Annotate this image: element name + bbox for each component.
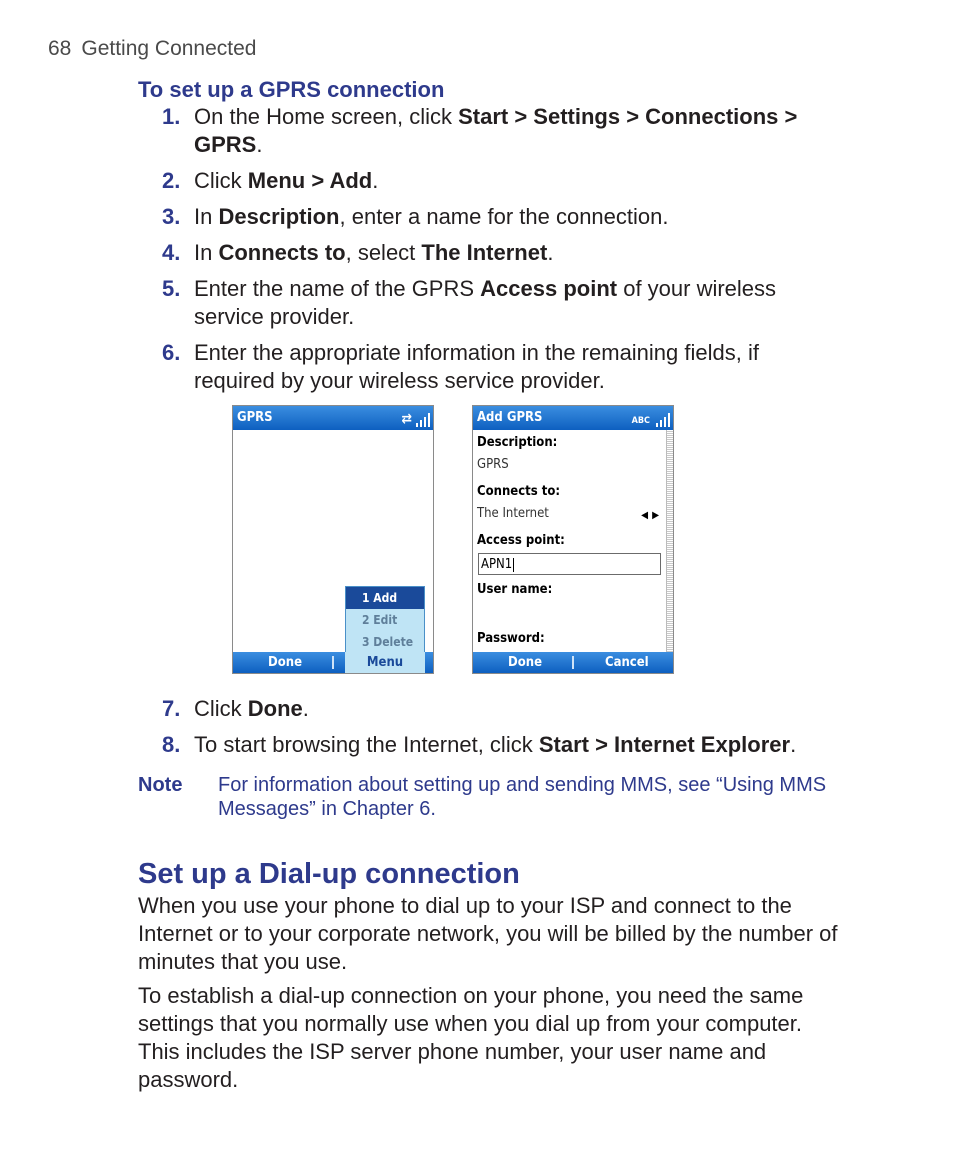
step-text: .	[547, 240, 554, 265]
step-bold: The Internet	[421, 240, 548, 265]
step-number: 7.	[162, 696, 181, 721]
description-label: Description:	[477, 435, 558, 450]
running-section-title: Getting Connected	[81, 37, 257, 60]
access-point-label: Access point:	[477, 533, 565, 548]
signal-bar	[660, 420, 662, 427]
step-text: .	[302, 696, 309, 721]
signal-icon	[416, 423, 418, 427]
done-softkey[interactable]: Done	[268, 655, 303, 670]
data-connection-icon: ⇄	[401, 411, 412, 427]
input-mode-indicator: ABC	[631, 416, 650, 426]
status-icons	[401, 409, 430, 427]
note-text: For information about setting up and sending MMS, see “Using MMS Messages” in Chapter 6.	[218, 774, 827, 820]
signal-bar	[428, 413, 430, 427]
step-7	[138, 695, 838, 723]
step-text: Enter the name of the GPRS	[194, 276, 481, 301]
step-bold: Description	[218, 204, 340, 229]
body-paragraph-1: When you use your phone to dial up to your ISP and connect to the Internet or to your corporate network, you will be billed by the number of minutes that you use.	[138, 893, 838, 974]
step-text: Click	[194, 696, 248, 721]
cancel-softkey[interactable]: Cancel	[605, 655, 649, 670]
signal-icon	[656, 423, 658, 427]
left-right-arrows-icon[interactable]: ◀▶	[641, 510, 663, 521]
scrollbar[interactable]	[666, 430, 673, 652]
gprs-screen	[232, 405, 434, 674]
step-text: Click	[194, 168, 248, 193]
add-gprs-titlebar	[473, 406, 673, 430]
menu-item-delete[interactable]: 3 Delete	[362, 635, 414, 649]
signal-bar	[668, 413, 670, 427]
step-text: , enter a name for the connection.	[339, 204, 669, 229]
step-bold: Menu > Add	[247, 168, 373, 193]
step-bold: Done	[247, 696, 303, 721]
step-number: 6.	[162, 340, 181, 365]
step-bold: Access point	[480, 276, 618, 301]
connects-to-value[interactable]: The Internet	[477, 506, 549, 521]
gprs-titlebar	[233, 406, 433, 430]
menu-item-add[interactable]: 1 Add	[346, 587, 424, 609]
body-paragraph-2: To establish a dial-up connection on your phone, you need the same settings that you normally use when you dial up from your computer. This includes the ISP server phone number, your user name and password.	[138, 983, 804, 1092]
step-3	[138, 203, 838, 231]
steps-list-gprs-continued	[138, 695, 838, 767]
access-point-value: APN1	[481, 557, 513, 572]
step-text: of your wireless service provider.	[194, 276, 777, 329]
step-6	[138, 339, 838, 395]
step-number: 2.	[162, 168, 181, 193]
signal-bar	[664, 417, 666, 427]
note-label: Note	[138, 774, 183, 796]
page-number: 68	[48, 37, 72, 60]
steps-list-gprs	[138, 103, 838, 403]
step-number: 5.	[162, 276, 181, 301]
step-text: To start browsing the Internet, click	[194, 732, 539, 757]
step-4	[138, 239, 838, 267]
step-text: In	[194, 240, 219, 265]
menu-item-edit[interactable]: 2 Edit	[362, 613, 398, 627]
step-2	[138, 167, 838, 195]
add-gprs-screen	[472, 405, 674, 674]
connects-to-label: Connects to:	[477, 484, 561, 499]
step-text: .	[790, 732, 797, 757]
step-number: 1.	[162, 104, 181, 129]
password-label: Password:	[477, 631, 545, 646]
step-text: , select	[345, 240, 422, 265]
description-value[interactable]: GPRS	[477, 457, 509, 472]
context-menu	[345, 586, 425, 654]
softkey-separator	[332, 656, 334, 669]
softkey-separator	[572, 656, 574, 669]
screen-title: Add GPRS	[477, 410, 543, 425]
softkey-bar	[473, 652, 673, 673]
step-number: 3.	[162, 204, 181, 229]
section-heading-dialup: Set up a Dial-up connection	[138, 858, 520, 890]
step-text: Enter the appropriate information in the remaining fields, if required by your wireless service provider.	[194, 340, 759, 393]
note-block	[138, 773, 858, 821]
step-text: In	[194, 204, 219, 229]
status-icons	[632, 409, 670, 427]
step-number: 8.	[162, 732, 181, 757]
step-bold: Connects to	[218, 240, 346, 265]
step-bold: Start > Settings > Connections > GPRS	[194, 104, 798, 157]
menu-softkey[interactable]: Menu	[345, 652, 425, 673]
access-point-input[interactable]	[478, 553, 661, 575]
subheading-gprs: To set up a GPRS connection	[138, 77, 445, 102]
page-header	[48, 37, 256, 61]
step-8	[138, 731, 838, 759]
step-1	[138, 103, 838, 159]
step-bold: Start > Internet Explorer	[538, 732, 791, 757]
step-text: .	[256, 132, 263, 157]
screen-title: GPRS	[237, 410, 273, 425]
step-number: 4.	[162, 240, 181, 265]
done-softkey[interactable]: Done	[508, 655, 543, 670]
signal-bar	[424, 417, 426, 427]
step-text: .	[372, 168, 379, 193]
signal-bar	[420, 420, 422, 427]
user-name-label: User name:	[477, 582, 553, 597]
step-text: On the Home screen, click	[194, 104, 459, 129]
step-5	[138, 275, 838, 331]
text-caret	[513, 558, 514, 572]
